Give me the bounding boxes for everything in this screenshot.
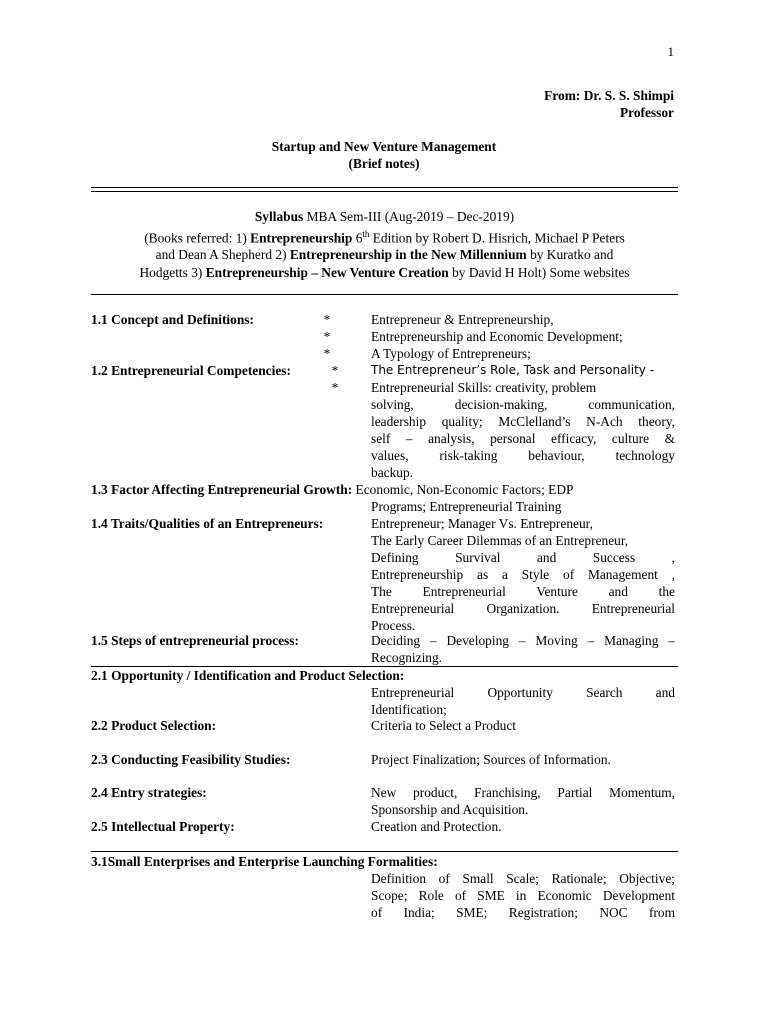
topic-2-5 — [91, 818, 678, 835]
topic-3-1 — [91, 853, 678, 923]
books-intro: (Books referred: 1) — [144, 229, 251, 245]
topic-1-1-1-2-description — [371, 311, 675, 481]
book-1-title: Entrepreneurship — [250, 229, 353, 245]
topic-2-1 — [91, 667, 678, 718]
topic-2-1-label: 2.1 Opportunity / Identification and Product Selection: — [91, 668, 405, 683]
syllabus-label: Syllabus — [254, 209, 304, 224]
desc-line: The Early Career Dilemmas of an Entrepreneur, — [371, 533, 629, 548]
desc-line: Recognizing. — [371, 650, 443, 665]
topic-1-3-desc-cont: Programs; Entrepreneurial Training — [371, 499, 562, 514]
topic-1-5 — [91, 632, 678, 666]
topic-1-2-label: 1.2 Entrepreneurial Competencies: — [91, 363, 291, 378]
book-1-edition: 6 — [352, 229, 363, 245]
desc-line: self – analysis, personal efficacy, culture & — [371, 431, 675, 446]
desc-line: Entrepreneurial Skills: creativity, problem — [371, 380, 597, 395]
bullet-star: * — [323, 312, 331, 327]
title-sub: (Brief notes) — [348, 156, 420, 171]
desc-line: Definition of Small Scale; Rationale; Objective; — [371, 871, 675, 886]
topic-1-5-label: 1.5 Steps of entrepreneurial process: — [91, 633, 299, 648]
divider — [91, 294, 678, 295]
desc-line: solving, decision-making, communication, — [371, 397, 675, 412]
topic-2-2 — [91, 717, 678, 734]
bullet-star: * — [323, 346, 331, 361]
topic-3-1-description — [371, 870, 675, 921]
topic-2-5-label: 2.5 Intellectual Property: — [91, 819, 235, 834]
desc-line: Entrepreneurial Opportunity Search and — [371, 685, 675, 700]
desc-line: leadership quality; McClelland’s N-Ach theory, — [371, 414, 675, 429]
desc-line: Entrepreneur & Entrepreneurship, — [371, 312, 554, 327]
book-3-authors: by David H Holt) Some websites — [448, 264, 630, 280]
author-name: From: Dr. S. S. Shimpi — [544, 88, 674, 103]
desc-line: A Typology of Entrepreneurs; — [371, 346, 531, 361]
book-1-authors-cont: and Dean A Shepherd 2) — [155, 247, 290, 263]
topic-2-3 — [91, 751, 678, 768]
topic-2-2-description: Criteria to Select a Product — [371, 718, 517, 733]
topic-block-1-1-1-2 — [91, 311, 678, 481]
book-2-authors-cont: Hodgetts 3) — [139, 264, 206, 280]
topic-3-1-label: 3.1Small Enterprises and Enterprise Launching Formalities: — [91, 854, 438, 869]
desc-line: backup. — [371, 465, 414, 480]
topic-1-4-label: 1.4 Traits/Qualities of an Entrepreneurs: — [91, 516, 324, 531]
topic-2-4-description — [371, 784, 675, 818]
topic-1-4-description — [371, 515, 675, 634]
syllabus-block — [91, 208, 678, 281]
topic-2-5-description: Creation and Protection. — [371, 819, 502, 834]
desc-line: values, risk-taking behaviour, technology — [371, 448, 675, 463]
bullet-star: * — [331, 363, 339, 378]
desc-line: Scope; Role of SME in Economic Development — [371, 888, 675, 903]
book-3-title: Entrepreneurship – New Venture Creation — [205, 264, 449, 280]
desc-line: Entrepreneurial Organization. Entrepreneurial — [371, 601, 675, 616]
author-title: Professor — [619, 105, 674, 120]
topic-1-1-label: 1.1 Concept and Definitions: — [91, 312, 254, 327]
divider — [91, 851, 678, 852]
bullet-star: * — [331, 380, 339, 395]
author-block — [544, 87, 674, 121]
topic-1-5-description — [371, 632, 675, 666]
book-1-edition-sup: th — [362, 228, 370, 239]
book-1-authors: Edition by Robert D. Hisrich, Michael P Peters — [369, 229, 625, 245]
topic-2-3-label: 2.3 Conducting Feasibility Studies: — [91, 752, 291, 767]
desc-line: of India; SME; Registration; NOC from — [371, 905, 675, 920]
desc-line: Deciding – Developing – Moving – Managing – — [371, 633, 675, 648]
book-2-title: Entrepreneurship in the New Millennium — [289, 247, 527, 263]
page-number: 1 — [667, 44, 674, 59]
desc-line: Entrepreneur; Manager Vs. Entrepreneur, — [371, 516, 593, 531]
topic-1-3-desc: Economic, Non-Economic Factors; EDP — [352, 482, 574, 497]
bullet-star: * — [323, 329, 331, 344]
desc-line: New product, Franchising, Partial Momentum, — [371, 785, 675, 800]
topic-2-2-label: 2.2 Product Selection: — [91, 718, 217, 733]
topic-2-4-label: 2.4 Entry strategies: — [91, 785, 207, 800]
topic-1-3-label: 1.3 Factor Affecting Entrepreneurial Growth: — [91, 482, 353, 497]
double-divider — [91, 187, 678, 192]
book-2-authors: by Kuratko and — [526, 247, 614, 263]
desc-line: Entrepreneurship and Economic Development; — [371, 329, 623, 344]
desc-line: The Entrepreneurial Venture and the — [371, 584, 675, 599]
topic-2-1-description — [371, 684, 675, 718]
topic-2-3-description: Project Finalization; Sources of Information. — [371, 752, 611, 767]
desc-line: Identification; — [371, 702, 447, 717]
title-main: Startup and New Venture Management — [271, 139, 497, 154]
desc-line: Defining Survival and Success , — [371, 550, 675, 565]
topic-2-4 — [91, 784, 678, 818]
desc-line: The Entrepreneur’s Role, Task and Personality - — [371, 363, 655, 377]
desc-line: Sponsorship and Acquisition. — [371, 802, 529, 817]
syllabus-term: MBA Sem-III (Aug-2019 – Dec-2019) — [303, 209, 515, 224]
topic-1-3 — [91, 481, 678, 515]
desc-line: Process. — [371, 618, 416, 633]
document-title — [0, 138, 768, 172]
desc-line: Entrepreneurship as a Style of Management , — [371, 567, 675, 582]
topic-1-4 — [91, 515, 678, 634]
